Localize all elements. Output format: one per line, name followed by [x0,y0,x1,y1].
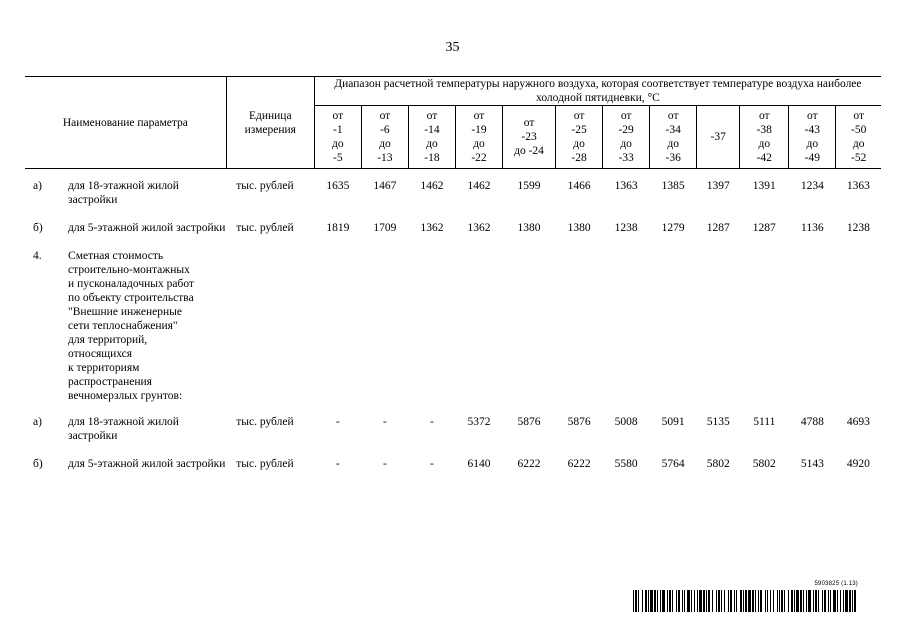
row-value: 5091 [661,416,685,428]
header-range-4: от -19 до -22 [455,106,502,169]
header-range-11: от -43 до -49 [789,106,836,169]
header-range-1: от -1 до -5 [314,106,361,169]
row-value: 5143 [800,458,824,470]
row-index: б) [33,458,43,470]
row-value [697,249,740,403]
row-value: 1397 [706,180,730,192]
row-value: 1391 [752,180,776,192]
row-value: 1362 [467,222,491,234]
row-unit: тыс. рублей [236,222,294,234]
row-value: - [430,416,434,428]
row-value: 1234 [800,180,824,192]
row-value [789,249,836,403]
row-value: - [382,458,387,470]
row-value [455,249,502,403]
header-range-6: от -25 до -28 [556,106,603,169]
row-index: б) [33,222,43,234]
row-value: 1462 [420,180,444,192]
row-unit: тыс. рублей [236,180,294,192]
row-name: для 5-этажной жилой застройки [68,222,226,234]
row-value: 5372 [467,416,491,428]
barcode [633,581,858,611]
row-index: а) [33,180,42,192]
table-row [25,457,881,471]
row-value [836,249,881,403]
row-value [650,249,697,403]
row-value: 1238 [614,222,638,234]
row-value: 1238 [846,222,870,234]
row-value: - [430,458,434,470]
row-value: 1279 [661,222,685,234]
row-value: 4693 [846,416,870,428]
row-value: 1466 [567,180,591,192]
row-value: 5135 [706,416,730,428]
barcode-number: 5903825 (1.13) [814,581,858,587]
row-value: 5876 [517,416,541,428]
row-value: 6140 [467,458,491,470]
header-range-9: -37 [697,106,740,169]
row-name: для 18-этажной жилой застройки [68,180,179,206]
row-value: 1287 [752,222,776,234]
row-value [503,249,556,403]
header-range-8: от -34 до -36 [650,106,697,169]
table-row [25,179,881,207]
row-value: 4788 [800,416,824,428]
row-value: - [335,416,340,428]
row-name: для 18-этажной жилой застройки [68,416,179,442]
header-range-3: от -14 до -18 [408,106,455,169]
row-value: 1363 [846,180,870,192]
row-value: 5008 [614,416,638,428]
row-value: 6222 [517,458,541,470]
row-value [556,249,603,403]
row-value: 1462 [467,180,491,192]
header-range-7: от -29 до -33 [603,106,650,169]
row-value: 5580 [614,458,638,470]
row-unit: тыс. рублей [236,416,294,428]
row-value [408,249,455,403]
row-value: 1362 [420,222,444,234]
header-range-10: от -38 до -42 [740,106,789,169]
table-header [25,77,881,169]
row-value: - [335,458,340,470]
row-name: для 5-этажной жилой застройки [68,458,226,470]
row-value: 1287 [706,222,730,234]
row-index: а) [33,416,42,428]
row-value: 5802 [752,458,776,470]
row-unit [226,249,314,403]
row-value: 1385 [661,180,685,192]
row-value: 1709 [373,222,397,234]
barcode-bars [633,590,858,612]
row-value: 1380 [517,222,541,234]
header-range-2: от -6 до -13 [361,106,408,169]
row-value: 1380 [567,222,591,234]
row-value: 1599 [517,180,541,192]
row-value: 1136 [801,222,824,234]
row-value: 1635 [326,180,350,192]
row-index: 4. [33,250,42,262]
table-row [25,249,881,403]
row-name: Сметная стоимость строительно-монтажных и пусконаладочных работ по объекту строительства "Внешние инженерные сети теплоснабжения" для территорий, относящихся к территориям распространения вечномерзлых грунтов: [68,250,194,402]
row-value: 1363 [614,180,638,192]
row-value: 4920 [846,458,870,470]
page-number: 35 [445,40,460,55]
row-value: 5802 [706,458,730,470]
row-value [740,249,789,403]
header-range-5: от -23 до -24 [503,106,556,169]
row-value: 5876 [567,416,591,428]
row-value [361,249,408,403]
row-value: - [382,416,387,428]
row-value: 5764 [661,458,685,470]
row-value: 5111 [753,416,776,428]
row-value: 1467 [373,180,397,192]
table-row [25,415,881,443]
row-value [603,249,650,403]
table-row [25,221,881,235]
header-unit: Единица измерения [226,77,314,169]
header-range-title: Диапазон расчетной температуры наружного воздуха, которая соответствует температуре воздуха наиболее холодной пятидневки, °С [314,77,881,106]
row-value: 1819 [326,222,350,234]
parameters-table [25,76,881,485]
row-unit: тыс. рублей [236,458,294,470]
row-value [314,249,361,403]
row-value: 6222 [567,458,591,470]
header-param-name: Наименование параметра [25,77,226,169]
table-body [25,169,881,486]
header-range-12: от -50 до -52 [836,106,881,169]
